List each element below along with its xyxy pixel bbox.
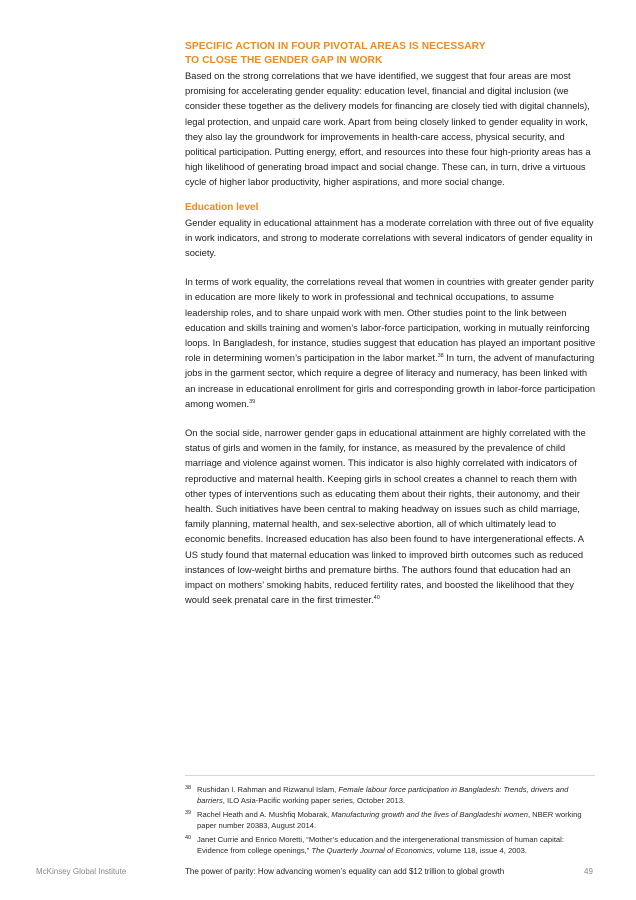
footnote-text: Rachel Heath and A. Mushfiq Mobarak, xyxy=(197,810,332,819)
education-paragraph-1: Gender equality in educational attainment has a moderate correlation with three out of five equality in work indicators, and strong to moderate correlations with several indicators of gender equality in society. xyxy=(185,216,594,259)
education-paragraph-3 xyxy=(185,425,597,607)
footnote-40 xyxy=(185,834,597,856)
footnote-text: , volume 118, issue 4, 2003. xyxy=(432,846,527,855)
footnote-text: Janet Currie and Enrico Moretti, “Mother’s education and the intergenerational transmission of human capital: Evidence from college openings,” xyxy=(197,835,564,855)
para3-text: On the social side, narrower gender gaps in educational attainment are highly correlated with the status of girls and women in the family, for instance, as measured by the prevalence of child marriage and violence against women. This indicator is also highly correlated with indicators of reproductive and maternal health. Keeping girls in school creates a channel to reach them with other types of interventions such as educating them about their rights, their autonomy, and their health. Such initiatives have been central to making headway on issues such as child marriage, family planning, maternal health, and sex-selective abortion, all of which ultimately lead to economic benefits. Increased education has also been found to have intergenerational effects. A US study found that maternal education was linked to improved birth outcomes such as reduced instances of low-weight births and premature births. The authors found that education had an impact on mothers’ smoking habits, reduced fertility rates, and boosted the likelihood that they would seek prenatal care in the first trimester. xyxy=(185,427,586,606)
para2-text-cont: In turn, the advent of manufacturing jobs in the garment sector, which require a degree of literacy and numeracy, has been linked with an increase in educational enrollment for girls and corresponding growth in labor-force participation among women. xyxy=(185,352,596,409)
footnote-text: , NBER working paper number 20383, August 2014. xyxy=(197,810,582,830)
subheading-education-level: Education level xyxy=(185,201,259,213)
footer-publisher: McKinsey Global Institute xyxy=(36,867,127,876)
footnote-title: Female labour force participation in Bangladesh: Trends, drivers and barriers xyxy=(197,785,569,805)
section-intro xyxy=(185,40,597,608)
footnote-number: 40 xyxy=(185,835,192,841)
footer-title: The power of parity: How advancing women’s equality can add $12 trillion to global growth xyxy=(185,867,505,876)
education-paragraph-2 xyxy=(185,274,597,411)
footnotes xyxy=(185,784,597,859)
footnote-38 xyxy=(185,784,597,806)
section-heading xyxy=(185,40,597,68)
footnote-number: 38 xyxy=(185,785,192,791)
footnote-39 xyxy=(185,809,597,831)
page-number: 49 xyxy=(584,867,593,876)
footnote-text: , ILO Asia-Pacific working paper series, October 2013. xyxy=(222,796,406,805)
footnote-divider xyxy=(185,775,595,776)
footnote-title: Manufacturing growth and the lives of Bangladeshi women xyxy=(331,810,528,819)
footnote-text: Rushidan I. Rahman and Rizwanul Islam, xyxy=(197,785,339,794)
intro-paragraph: Based on the strong correlations that we have identified, we suggest that four areas are most promising for accelerating gender equality: education level, financial and digital inclusion (we consider these together as the delivery models for financing are closely tied with digital channels), legal protection, and unpaid care work. Apart from being closely linked to gender equality in work, they also lay the groundwork for improvements in health-care access, physical security, and political participation. Putting energy, effort, and resources into these four high-priority areas has a high likelihood of generating broad impact and social change. These can, in turn, drive a virtuous cycle of higher labor productivity, higher aspirations, and more social change. xyxy=(185,70,591,188)
heading-line-2: TO CLOSE THE GENDER GAP IN WORK xyxy=(185,55,383,66)
footnote-ref: 38 xyxy=(437,353,444,360)
footnote-ref: 40 xyxy=(373,595,380,602)
footnote-number: 39 xyxy=(185,810,192,816)
para2-text: In terms of work equality, the correlations reveal that women in countries with greater gender parity in education are more likely to work in professional and technical occupations, to assume leadership roles, and to share unpaid work with men. Other studies point to the link between education and skills training and women’s labor-force participation, working in mutually reinforcing loops. In Bangladesh, for instance, studies suggest that education has played an important positive role in determining women’s participation in the labor market. xyxy=(185,276,596,364)
footnote-title: The Quarterly Journal of Economics xyxy=(311,846,433,855)
heading-line-1: SPECIFIC ACTION IN FOUR PIVOTAL AREAS IS NECESSARY xyxy=(185,41,486,52)
footnote-ref: 39 xyxy=(249,398,256,405)
